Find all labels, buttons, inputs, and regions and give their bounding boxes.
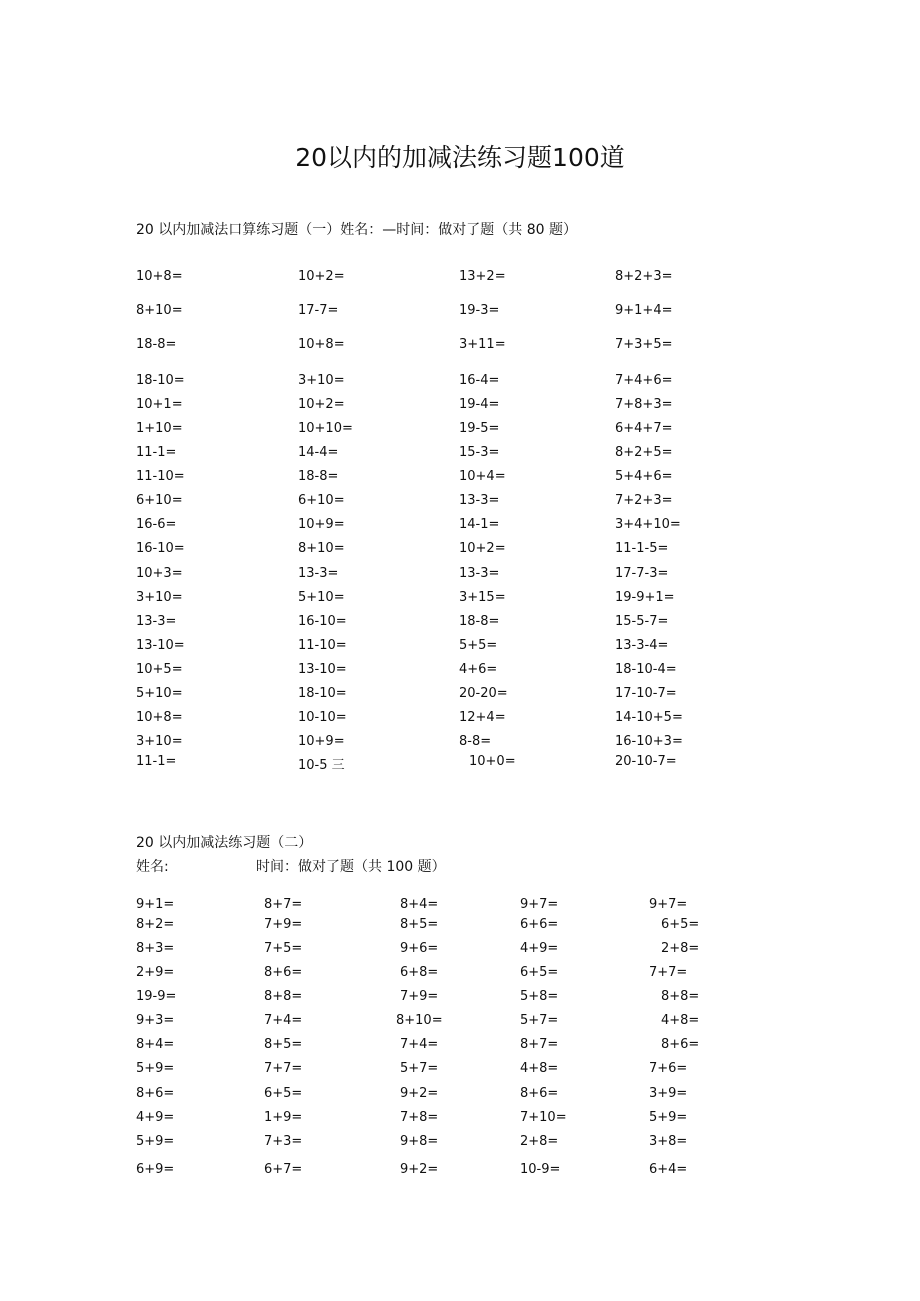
problem-cell: 10+9=	[298, 517, 345, 532]
problem-cell: 10+8=	[136, 710, 183, 725]
problem-cell: 17-7=	[298, 303, 339, 318]
problem-cell: 2+8=	[520, 1134, 559, 1149]
problem-cell: 7+7=	[649, 965, 688, 980]
problem-cell: 2+9=	[136, 965, 175, 980]
problem-cell: 1+9=	[264, 1110, 303, 1125]
problem-cell: 13-3=	[136, 614, 177, 629]
problem-cell: 8+4=	[136, 1037, 175, 1052]
problem-cell: 7+8+3=	[615, 397, 673, 412]
section2-info: 时间：做对了题（共 100 题）	[256, 859, 446, 875]
problem-cell: 8-8=	[459, 734, 492, 749]
problem-cell: 15-3=	[459, 445, 500, 460]
problem-cell: 8+2+3=	[615, 269, 673, 284]
problem-cell: 8+5=	[264, 1037, 303, 1052]
problem-cell: 9+1+4=	[615, 303, 673, 318]
problem-cell: 16-6=	[136, 517, 177, 532]
problem-cell: 4+9=	[520, 941, 559, 956]
problem-cell: 15-5-7=	[615, 614, 669, 629]
problem-cell: 10+9=	[298, 734, 345, 749]
problem-cell: 8+3=	[136, 941, 175, 956]
problem-cell: 4+8=	[520, 1061, 559, 1076]
problem-cell: 10-5 三	[298, 758, 345, 773]
problem-cell: 9+7=	[649, 897, 688, 912]
problem-cell: 20-10-7=	[615, 754, 677, 769]
problem-cell: 3+4+10=	[615, 517, 681, 532]
problem-cell: 13-3=	[298, 566, 339, 581]
problem-cell: 7+4+6=	[615, 373, 673, 388]
problem-cell: 17-7-3=	[615, 566, 669, 581]
problem-cell: 6+6=	[520, 917, 559, 932]
problem-cell: 18-10=	[136, 373, 185, 388]
problem-cell: 4+8=	[661, 1013, 700, 1028]
problem-cell: 8+5=	[400, 917, 439, 932]
problem-cell: 8+7=	[520, 1037, 559, 1052]
problem-cell: 10+1=	[136, 397, 183, 412]
problem-cell: 5+9=	[136, 1134, 175, 1149]
problem-cell: 18-10-4=	[615, 662, 677, 677]
problem-cell: 10+8=	[298, 337, 345, 352]
problem-cell: 8+6=	[136, 1086, 175, 1101]
problem-cell: 9+2=	[400, 1086, 439, 1101]
problem-cell: 6+8=	[400, 965, 439, 980]
problem-cell: 5+10=	[136, 686, 183, 701]
problem-cell: 19-4=	[459, 397, 500, 412]
problem-cell: 6+5=	[661, 917, 700, 932]
problem-cell: 8+10=	[136, 303, 183, 318]
problem-cell: 14-10+5=	[615, 710, 683, 725]
problem-cell: 3+10=	[136, 590, 183, 605]
problem-cell: 5+7=	[520, 1013, 559, 1028]
problem-cell: 11-10=	[298, 638, 347, 653]
problem-cell: 7+4=	[400, 1037, 439, 1052]
problem-cell: 9+3=	[136, 1013, 175, 1028]
problem-cell: 10+2=	[459, 541, 506, 556]
problem-cell: 3+15=	[459, 590, 506, 605]
problem-cell: 7+4=	[264, 1013, 303, 1028]
problem-cell: 7+9=	[400, 989, 439, 1004]
problem-cell: 6+10=	[298, 493, 345, 508]
problem-cell: 20-20=	[459, 686, 508, 701]
problem-cell: 10-9=	[520, 1162, 561, 1177]
problem-cell: 8+7=	[264, 897, 303, 912]
problem-cell: 9+6=	[400, 941, 439, 956]
problem-cell: 19-3=	[459, 303, 500, 318]
problem-cell: 7+3=	[264, 1134, 303, 1149]
problem-cell: 6+5=	[264, 1086, 303, 1101]
problem-cell: 3+8=	[649, 1134, 688, 1149]
problem-cell: 18-8=	[298, 469, 339, 484]
problem-cell: 7+3+5=	[615, 337, 673, 352]
problem-cell: 8+8=	[264, 989, 303, 1004]
problem-cell: 14-1=	[459, 517, 500, 532]
problem-cell: 9+2=	[400, 1162, 439, 1177]
problem-cell: 4+6=	[459, 662, 498, 677]
problem-cell: 11-1=	[136, 754, 177, 769]
problem-cell: 11-1=	[136, 445, 177, 460]
problem-cell: 5+10=	[298, 590, 345, 605]
problem-cell: 10+5=	[136, 662, 183, 677]
problem-cell: 5+9=	[649, 1110, 688, 1125]
problem-cell: 11-10=	[136, 469, 185, 484]
problem-cell: 19-9=	[136, 989, 177, 1004]
problem-cell: 6+5=	[520, 965, 559, 980]
problem-cell: 5+8=	[520, 989, 559, 1004]
problem-cell: 18-8=	[136, 337, 177, 352]
problem-cell: 10+0=	[469, 754, 516, 769]
problem-cell: 13-3-4=	[615, 638, 669, 653]
problem-cell: 11-1-5=	[615, 541, 669, 556]
problem-cell: 16-10=	[136, 541, 185, 556]
problem-cell: 1+10=	[136, 421, 183, 436]
problem-cell: 5+4+6=	[615, 469, 673, 484]
problem-cell: 10+10=	[298, 421, 353, 436]
problem-cell: 7+2+3=	[615, 493, 673, 508]
problem-cell: 13+2=	[459, 269, 506, 284]
problem-cell: 7+10=	[520, 1110, 567, 1125]
problem-cell: 17-10-7=	[615, 686, 677, 701]
problem-cell: 8+10=	[298, 541, 345, 556]
problem-cell: 8+2+5=	[615, 445, 673, 460]
problem-cell: 13-10=	[136, 638, 185, 653]
problem-cell: 8+6=	[520, 1086, 559, 1101]
problem-cell: 3+10=	[298, 373, 345, 388]
problem-cell: 16-10+3=	[615, 734, 683, 749]
problem-cell: 6+9=	[136, 1162, 175, 1177]
problem-cell: 12+4=	[459, 710, 506, 725]
problem-cell: 9+1=	[136, 897, 175, 912]
problem-cell: 6+10=	[136, 493, 183, 508]
problem-cell: 7+5=	[264, 941, 303, 956]
problem-cell: 8+6=	[661, 1037, 700, 1052]
problem-cell: 14-4=	[298, 445, 339, 460]
problem-cell: 5+9=	[136, 1061, 175, 1076]
problem-cell: 7+7=	[264, 1061, 303, 1076]
problem-cell: 7+9=	[264, 917, 303, 932]
problem-cell: 10-10=	[298, 710, 347, 725]
section2-name-label: 姓名:	[136, 859, 169, 875]
problem-cell: 8+10=	[396, 1013, 443, 1028]
problem-cell: 6+4=	[649, 1162, 688, 1177]
page-title: 20以内的加减法练习题100道	[295, 143, 625, 172]
problem-cell: 10+2=	[298, 397, 345, 412]
problem-cell: 19-9+1=	[615, 590, 675, 605]
problem-cell: 8+8=	[661, 989, 700, 1004]
problem-cell: 2+8=	[661, 941, 700, 956]
problem-cell: 3+9=	[649, 1086, 688, 1101]
problem-cell: 10+8=	[136, 269, 183, 284]
problem-cell: 4+9=	[136, 1110, 175, 1125]
problem-cell: 16-10=	[298, 614, 347, 629]
problem-cell: 13-3=	[459, 493, 500, 508]
section1-header: 20 以内加减法口算练习题（一）姓名：—时间：做对了题（共 80 题）	[136, 222, 577, 238]
problem-cell: 5+5=	[459, 638, 498, 653]
problem-cell: 5+7=	[400, 1061, 439, 1076]
problem-cell: 8+2=	[136, 917, 175, 932]
problem-cell: 10+4=	[459, 469, 506, 484]
problem-cell: 10+3=	[136, 566, 183, 581]
problem-cell: 18-8=	[459, 614, 500, 629]
problem-cell: 13-10=	[298, 662, 347, 677]
problem-cell: 9+7=	[520, 897, 559, 912]
section2-header: 20 以内加减法练习题（二）	[136, 835, 313, 851]
problem-cell: 18-10=	[298, 686, 347, 701]
problem-cell: 16-4=	[459, 373, 500, 388]
problem-cell: 8+6=	[264, 965, 303, 980]
problem-cell: 6+4+7=	[615, 421, 673, 436]
problem-cell: 3+10=	[136, 734, 183, 749]
problem-cell: 9+8=	[400, 1134, 439, 1149]
problem-cell: 13-3=	[459, 566, 500, 581]
problem-cell: 3+11=	[459, 337, 506, 352]
problem-cell: 10+2=	[298, 269, 345, 284]
problem-cell: 7+8=	[400, 1110, 439, 1125]
problem-cell: 7+6=	[649, 1061, 688, 1076]
problem-cell: 6+7=	[264, 1162, 303, 1177]
problem-cell: 19-5=	[459, 421, 500, 436]
problem-cell: 8+4=	[400, 897, 439, 912]
